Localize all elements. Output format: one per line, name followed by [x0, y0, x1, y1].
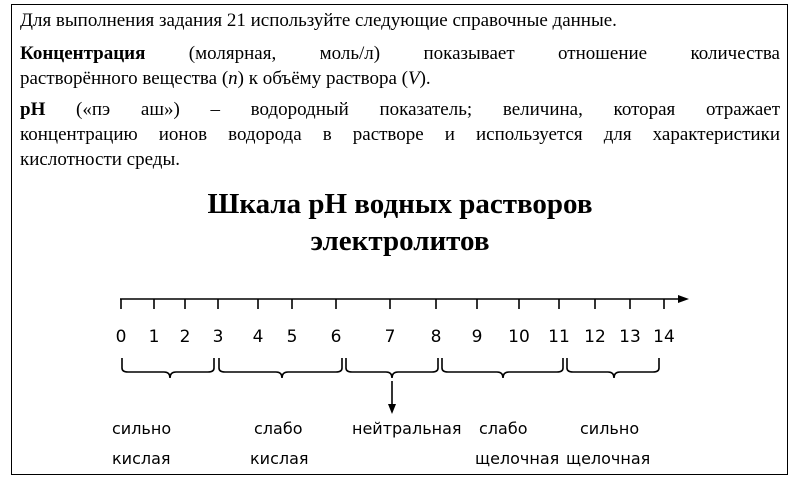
label-strong-acid-2: кислая	[112, 449, 171, 468]
tick-label-11: 11	[548, 327, 570, 347]
label-weak-alkaline-1: слабо	[479, 419, 528, 438]
tick-label-9: 9	[471, 327, 483, 347]
intro-text: Для выполнения задания 21 используйте следующие справочные данные.	[20, 10, 617, 31]
ph-line-3: кислотности среды.	[20, 149, 180, 170]
ph-line-2: концентрацию ионов водорода в растворе и используется для характеристики	[20, 124, 780, 145]
neutral-arrow-icon	[388, 404, 396, 414]
symbol-v: V	[407, 68, 420, 89]
tick-label-7: 7	[384, 327, 396, 347]
tick-label-13: 13	[619, 327, 641, 347]
label-strong-acid-1: сильно	[112, 419, 172, 438]
label-weak-alkaline-2: щелочная	[475, 449, 560, 468]
brace-strong-acid	[122, 358, 214, 378]
tick-label-8: 8	[430, 327, 442, 347]
tick-label-0: 0	[115, 327, 127, 347]
tick-label-4: 4	[252, 327, 264, 347]
label-strong-alkaline-1: сильно	[580, 419, 640, 438]
scale-title-line-2: электролитов	[310, 225, 490, 257]
scale-title-line-1: Шкала pH водных растворов	[207, 188, 593, 220]
brace-weak-acid	[219, 358, 342, 378]
tick-label-6: 6	[330, 327, 342, 347]
concentration-definition-2c: ).	[419, 68, 431, 89]
label-weak-acid-1: слабо	[254, 419, 303, 438]
brace-strong-alkaline	[567, 358, 659, 378]
ph-definition-1: («пэ аш») – водородный показатель; величина, которая отражает	[45, 99, 780, 120]
label-neutral: нейтральная	[352, 419, 462, 438]
tick-label-14: 14	[653, 327, 675, 347]
tick-label-12: 12	[584, 327, 606, 347]
tick-label-5: 5	[286, 327, 298, 347]
concentration-definition-2a: растворённого вещества (	[20, 68, 229, 89]
tick-label-1: 1	[148, 327, 160, 347]
label-weak-acid-2: кислая	[250, 449, 309, 468]
tick-label-10: 10	[508, 327, 530, 347]
tick-label-2: 2	[179, 327, 191, 347]
label-strong-alkaline-2: щелочная	[566, 449, 651, 468]
concentration-definition-2b: ) к объёму раствора (	[237, 68, 408, 89]
axis-arrow-icon	[678, 295, 689, 303]
ph-term: pH	[20, 99, 46, 120]
brace-neutral	[346, 358, 438, 378]
symbol-n: n	[228, 68, 238, 89]
tick-label-3: 3	[212, 327, 224, 347]
concentration-term: Концентрация	[20, 43, 146, 64]
brace-weak-alkaline	[442, 358, 563, 378]
concentration-definition-1: (молярная, моль/л) показывает отношение количества	[145, 43, 780, 64]
